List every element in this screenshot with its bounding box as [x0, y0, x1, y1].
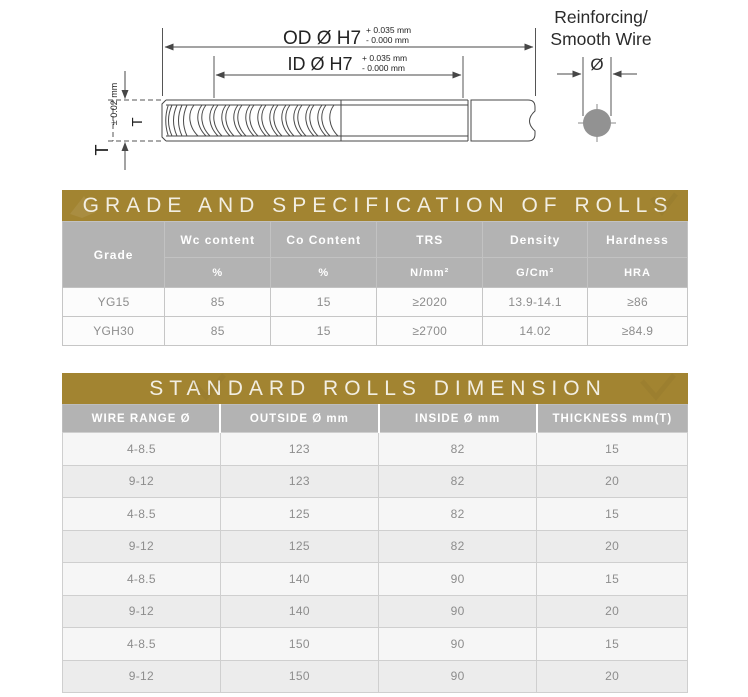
table-row — [63, 628, 688, 661]
spec-table-title-bar — [62, 190, 688, 221]
spec-col-trs: TRS — [377, 222, 483, 258]
dim-cell: 15 — [537, 433, 688, 466]
tables-gap — [62, 346, 688, 373]
dim-cell: 20 — [537, 530, 688, 563]
dim-cell: 125 — [220, 498, 378, 531]
dim-cell: 82 — [379, 498, 537, 531]
spec-cell: 15 — [271, 288, 377, 317]
dim-cell: 15 — [537, 563, 688, 596]
id-tolerance-plus: + 0.035 mm — [362, 53, 408, 63]
dim-cell: 150 — [220, 660, 378, 693]
dim-cell: 20 — [537, 660, 688, 693]
od-tolerance-minus: - 0.000 mm — [366, 35, 409, 45]
wire-label-line1: Reinforcing/ — [554, 7, 648, 27]
table-row — [63, 530, 688, 563]
spec-col-co-content: Co Content — [271, 222, 377, 258]
dimension-table-title-bar — [62, 373, 688, 404]
dim-cell: 90 — [379, 563, 537, 596]
dim-cell: 15 — [537, 628, 688, 661]
dim-cell: 9-12 — [63, 595, 221, 628]
spec-cell: 14.02 — [483, 317, 588, 346]
dim-cell: 9-12 — [63, 530, 221, 563]
spec-table — [62, 221, 688, 346]
dim-cell: 4-8.5 — [63, 628, 221, 661]
thickness-inner-label: T — [129, 117, 146, 127]
table-row — [63, 498, 688, 531]
dim-cell: 150 — [220, 628, 378, 661]
dim-cell: 20 — [537, 465, 688, 498]
spec-col-grade: Grade — [63, 222, 165, 288]
dim-cell: 140 — [220, 595, 378, 628]
table-row — [63, 660, 688, 693]
spec-cell: ≥86 — [588, 288, 688, 317]
wire-cross-section — [550, 7, 651, 142]
spec-cell: ≥2020 — [377, 288, 483, 317]
od-label: OD Ø H7 — [282, 28, 362, 49]
spec-header-row — [63, 222, 688, 258]
dim-cell: 82 — [379, 465, 537, 498]
spec-unit-trs: N/mm² — [377, 258, 483, 288]
dimension-header-row — [63, 405, 688, 433]
dim-cell: 123 — [220, 433, 378, 466]
thickness-tolerance: ± 0.02 mm — [109, 82, 119, 126]
dim-cell: 20 — [537, 595, 688, 628]
dimension-table — [62, 404, 688, 693]
dim-cell: 140 — [220, 563, 378, 596]
spec-cell: 85 — [165, 288, 271, 317]
spec-cell: ≥84.9 — [588, 317, 688, 346]
table-row — [63, 433, 688, 466]
dim-cell: 9-12 — [63, 660, 221, 693]
dim-cell: 90 — [379, 595, 537, 628]
spec-cell: 13.9-14.1 — [483, 288, 588, 317]
wire-label-line2: Smooth Wire — [550, 29, 652, 49]
table-row — [63, 317, 688, 346]
tables-area — [62, 190, 688, 693]
dim-cell: 4-8.5 — [63, 563, 221, 596]
dim-col-inside: INSIDE Ø mm — [379, 405, 537, 433]
spec-unit-density: G/Cm³ — [483, 258, 588, 288]
wire-groove-pattern — [166, 105, 338, 136]
dim-cell: 4-8.5 — [63, 433, 221, 466]
wire-diameter-symbol: Ø — [590, 55, 604, 74]
spec-col-density: Density — [483, 222, 588, 258]
dim-col-outside: OUTSIDE Ø mm — [220, 405, 378, 433]
dim-cell: 15 — [537, 498, 688, 531]
dim-cell: 82 — [379, 530, 537, 563]
od-tolerance-plus: + 0.035 mm — [366, 25, 412, 35]
spec-col-hardness: Hardness — [588, 222, 688, 258]
table-row — [63, 595, 688, 628]
id-tolerance-minus: - 0.000 mm — [362, 63, 405, 73]
spec-cell-grade: YG15 — [63, 288, 165, 317]
table-row — [63, 465, 688, 498]
thickness-label: T — [92, 144, 112, 156]
dim-cell: 123 — [220, 465, 378, 498]
spec-cell-grade: YGH30 — [63, 317, 165, 346]
spec-unit-co: % — [271, 258, 377, 288]
roll-body — [162, 100, 535, 141]
spec-cell: 15 — [271, 317, 377, 346]
table-row — [63, 288, 688, 317]
id-label: ID Ø H7 — [287, 54, 353, 74]
spec-unit-hardness: HRA — [588, 258, 688, 288]
dim-cell: 82 — [379, 433, 537, 466]
dim-cell: 90 — [379, 628, 537, 661]
spec-cell: 85 — [165, 317, 271, 346]
wire-cross-section-circle — [583, 109, 611, 137]
spec-col-wc-content: Wc content — [165, 222, 271, 258]
dim-cell: 9-12 — [63, 465, 221, 498]
dimension-table-title: STANDARD ROLLS DIMENSION — [149, 376, 607, 400]
table-row — [63, 563, 688, 596]
dim-cell: 90 — [379, 660, 537, 693]
roll-technical-drawing — [0, 0, 748, 190]
dim-cell: 4-8.5 — [63, 498, 221, 531]
spec-table-title: GRADE AND SPECIFICATION OF ROLLS — [82, 193, 674, 217]
dim-cell: 125 — [220, 530, 378, 563]
dim-col-thickness: THICKNESS mm(T) — [537, 405, 688, 433]
spec-cell: ≥2700 — [377, 317, 483, 346]
spec-unit-wc: % — [165, 258, 271, 288]
dim-col-wire-range: WIRE RANGE Ø — [63, 405, 221, 433]
